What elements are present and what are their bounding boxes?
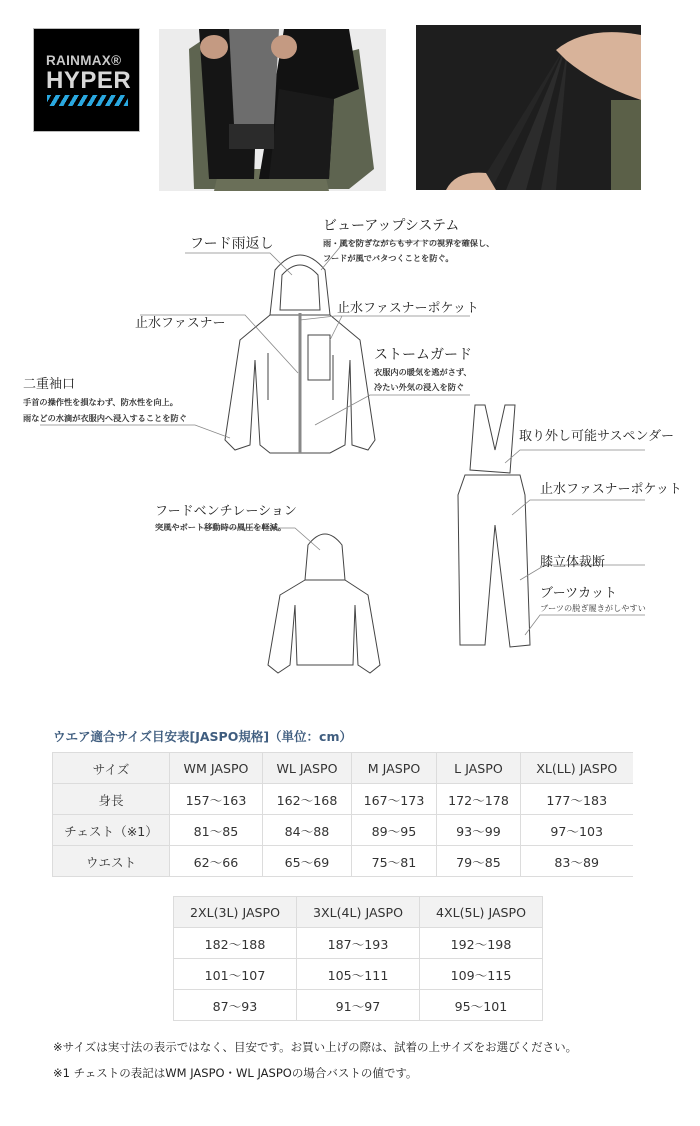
table-cell: 105〜111 bbox=[297, 959, 420, 990]
header-cell: M JASPO bbox=[352, 753, 437, 784]
label-hood-brim: フード雨返し bbox=[190, 236, 274, 252]
table-cell: 75〜81 bbox=[352, 846, 437, 877]
table-cell: 89〜95 bbox=[352, 815, 437, 846]
table-cell: 187〜193 bbox=[297, 928, 420, 959]
header-cell: L JASPO bbox=[437, 753, 521, 784]
table-cell: 83〜89 bbox=[521, 846, 633, 877]
row-header-chest: チェスト（※1） bbox=[53, 815, 170, 846]
desc-view-up-2: フードが風でバタつくことを防ぐ。 bbox=[323, 253, 454, 263]
table-cell: 97〜103 bbox=[521, 815, 633, 846]
table-cell: 162〜168 bbox=[263, 784, 352, 815]
header-cell: 4XL(5L) JASPO bbox=[420, 897, 543, 928]
size-chart-title: ウエア適合サイズ目安表[JASPO規格]（単位：cm） bbox=[53, 729, 352, 744]
header-cell: サイズ bbox=[53, 753, 170, 784]
table-cell: 65〜69 bbox=[263, 846, 352, 877]
desc-view-up-1: 雨・風を防ぎながらもサイドの視界を確保し、 bbox=[323, 238, 495, 248]
table-cell: 101〜107 bbox=[174, 959, 297, 990]
size-table-2 bbox=[173, 896, 543, 1021]
table-cell: 93〜99 bbox=[437, 815, 521, 846]
table-row bbox=[53, 846, 633, 877]
logo-stripe bbox=[47, 95, 128, 106]
table-cell: 182〜188 bbox=[174, 928, 297, 959]
table-cell: 157〜163 bbox=[170, 784, 263, 815]
garment-sketches bbox=[0, 195, 700, 695]
label-removable-suspender: 取り外し可能サスペンダー bbox=[519, 429, 674, 444]
row-header-waist: ウエスト bbox=[53, 846, 170, 877]
label-double-cuff: 二重袖口 bbox=[23, 377, 76, 392]
table-row bbox=[174, 959, 543, 990]
desc-hood-ventilation: 突風やボート移動時の風圧を軽減。 bbox=[155, 522, 287, 532]
table-header-row bbox=[53, 753, 633, 784]
table-cell: 81〜85 bbox=[170, 815, 263, 846]
table-cell: 192〜198 bbox=[420, 928, 543, 959]
label-waterproof-zip: 止水ファスナー bbox=[135, 316, 226, 331]
fabric-stretch-photo bbox=[416, 25, 641, 190]
table-row bbox=[174, 928, 543, 959]
table-cell: 172〜178 bbox=[437, 784, 521, 815]
table-row bbox=[174, 990, 543, 1021]
header-cell: WM JASPO bbox=[170, 753, 263, 784]
table-cell: 91〜97 bbox=[297, 990, 420, 1021]
desc-double-cuff-1: 手首の操作性を損なわず、防水性を向上。 bbox=[23, 397, 178, 407]
rainmax-hyper-logo bbox=[33, 28, 140, 132]
logo-line-1: RAINMAX® bbox=[46, 53, 122, 68]
label-hood-ventilation: フードベンチレーション bbox=[155, 504, 297, 519]
table-header-row bbox=[174, 897, 543, 928]
desc-double-cuff-2: 雨などの水滴が衣服内へ浸入することを防ぐ bbox=[23, 413, 187, 423]
size-note-1: ※サイズは実寸法の表示ではなく、目安です。お買い上げの際は、試着の上サイズをお選びください。 bbox=[53, 1040, 578, 1054]
header-cell: WL JASPO bbox=[263, 753, 352, 784]
label-waterproof-zip-pocket-pants: 止水ファスナーポケット bbox=[540, 482, 682, 497]
table-cell: 84〜88 bbox=[263, 815, 352, 846]
desc-boots-cut: ブーツの脱ぎ履きがしやすい bbox=[540, 603, 646, 613]
header-cell: 2XL(3L) JASPO bbox=[174, 897, 297, 928]
jacket-worn-photo bbox=[159, 29, 386, 191]
jacket-back-sketch bbox=[268, 534, 380, 673]
label-waterproof-zip-pocket-jacket: 止水ファスナーポケット bbox=[337, 301, 479, 316]
row-header-height: 身長 bbox=[53, 784, 170, 815]
fabric-stretch-illustration bbox=[416, 25, 641, 190]
label-boots-cut: ブーツカット bbox=[540, 586, 617, 601]
table-cell: 95〜101 bbox=[420, 990, 543, 1021]
jacket-worn-illustration bbox=[159, 29, 386, 191]
size-note-2: ※1 チェストの表記はWM JASPO・WL JASPOの場合バストの値です。 bbox=[53, 1066, 418, 1080]
table-cell: 79〜85 bbox=[437, 846, 521, 877]
size-table-1 bbox=[52, 752, 633, 877]
label-view-up-system: ビューアップシステム bbox=[323, 218, 460, 234]
feature-diagram bbox=[0, 195, 700, 695]
table-row bbox=[53, 815, 633, 846]
header-cell: 3XL(4L) JASPO bbox=[297, 897, 420, 928]
table-cell: 62〜66 bbox=[170, 846, 263, 877]
table-cell: 177〜183 bbox=[521, 784, 633, 815]
table-cell: 87〜93 bbox=[174, 990, 297, 1021]
table-cell: 167〜173 bbox=[352, 784, 437, 815]
jacket-front-sketch bbox=[225, 255, 375, 453]
table-row bbox=[53, 784, 633, 815]
table-cell: 109〜115 bbox=[420, 959, 543, 990]
label-knee-3d-cut: 膝立体裁断 bbox=[540, 555, 606, 570]
desc-storm-guard-2: 冷たい外気の浸入を防ぐ bbox=[374, 382, 465, 392]
label-storm-guard: ストームガード bbox=[374, 347, 472, 363]
desc-storm-guard-1: 衣服内の暖気を逃がさず、 bbox=[374, 367, 472, 377]
logo-line-2: HYPER bbox=[46, 67, 132, 94]
header-cell: XL(LL) JASPO bbox=[521, 753, 633, 784]
